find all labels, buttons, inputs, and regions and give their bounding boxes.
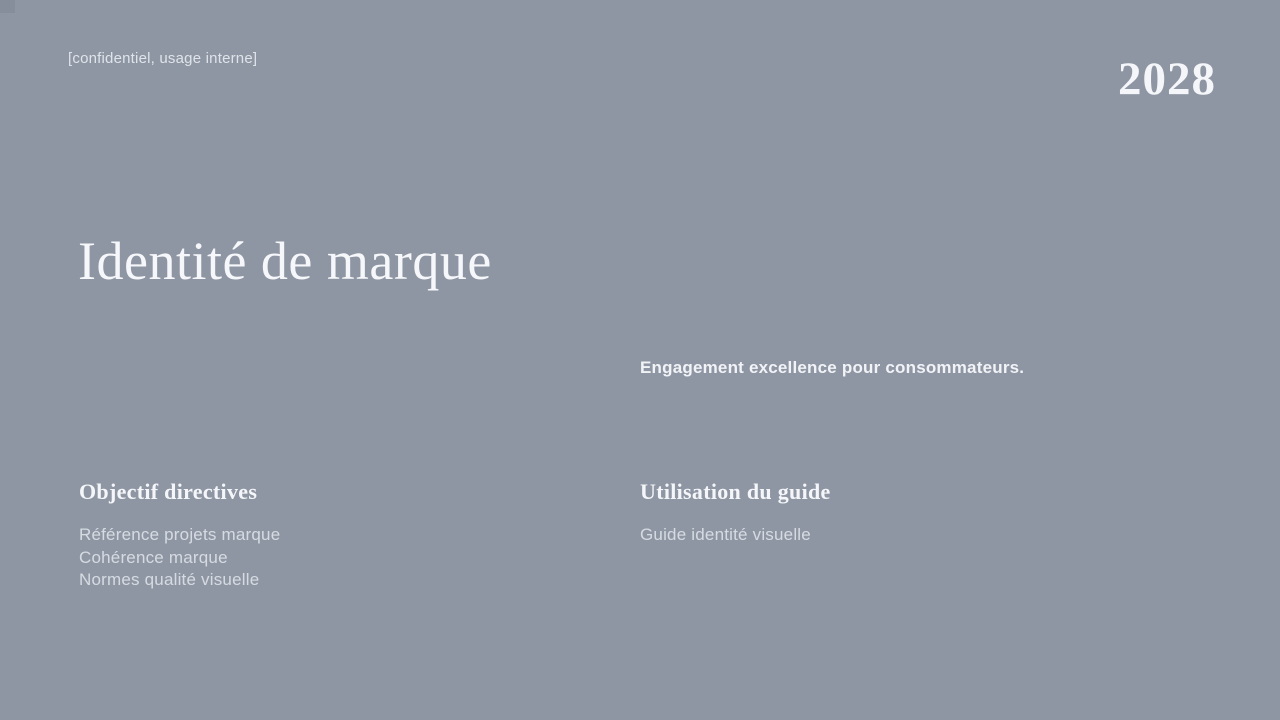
column-objectives <box>79 479 559 592</box>
corner-accent-square <box>0 0 15 13</box>
column-usage-heading: Utilisation du guide <box>640 479 831 504</box>
column-objectives-heading: Objectif directives <box>79 479 258 504</box>
column-usage <box>640 479 1120 547</box>
list-item: Guide identité visuelle <box>640 525 811 544</box>
tagline: Engagement excellence pour consommateurs. <box>640 358 1025 377</box>
year-label: 2028 <box>1118 53 1216 105</box>
list-item: Référence projets marque <box>79 525 281 544</box>
slide-title: Identité de marque <box>78 231 492 291</box>
confidentiality-note: [confidentiel, usage interne] <box>68 50 258 67</box>
list-item: Normes qualité visuelle <box>79 570 260 589</box>
list-item: Cohérence marque <box>79 547 228 567</box>
